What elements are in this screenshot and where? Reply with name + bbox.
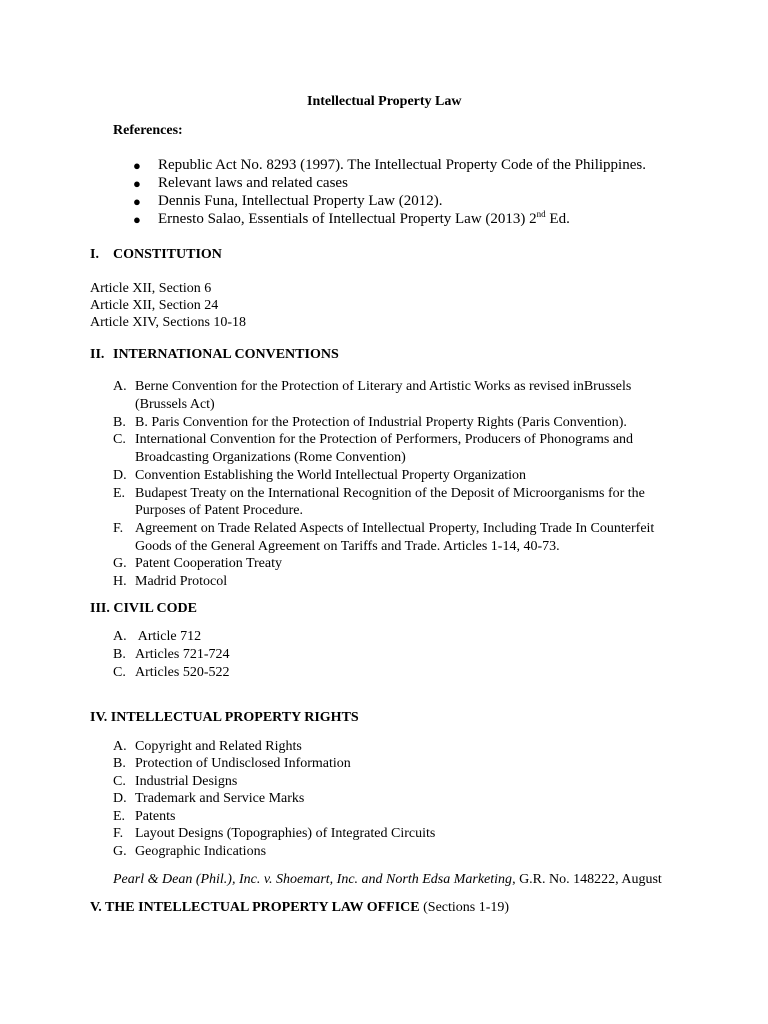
list-letter: D. bbox=[113, 468, 127, 483]
list-letter: B. bbox=[113, 756, 126, 771]
list-item: Patent Cooperation Treaty bbox=[135, 556, 282, 571]
references-heading: References: bbox=[113, 123, 183, 138]
list-item: Copyright and Related Rights bbox=[135, 739, 302, 754]
list-item-continued: Broadcasting Organizations (Rome Convention) bbox=[135, 450, 406, 465]
list-letter: G. bbox=[113, 556, 127, 571]
reference-tail: Ed. bbox=[545, 211, 570, 227]
list-letter: H. bbox=[113, 574, 127, 589]
list-item: Articles 721-724 bbox=[135, 647, 230, 662]
list-item-continued: Purposes of Patent Procedure. bbox=[135, 503, 303, 518]
reference-item bbox=[158, 209, 570, 227]
list-letter: A. bbox=[113, 629, 127, 644]
list-letter: B. bbox=[113, 647, 126, 662]
list-letter: E. bbox=[113, 809, 126, 824]
list-item: Layout Designs (Topographies) of Integrated Circuits bbox=[135, 826, 436, 841]
section-title: INTERNATIONAL CONVENTIONS bbox=[113, 347, 339, 362]
case-citation bbox=[113, 873, 662, 887]
section-number: I. bbox=[90, 247, 99, 262]
list-letter: C. bbox=[113, 774, 126, 789]
list-letter: B. bbox=[113, 415, 126, 430]
list-item: Budapest Treaty on the International Recognition of the Deposit of Microorganisms for the bbox=[135, 486, 645, 501]
bullet-icon: ● bbox=[133, 212, 141, 227]
section-title: III. CIVIL CODE bbox=[90, 601, 197, 616]
list-letter: C. bbox=[113, 432, 126, 447]
list-item: Articles 520-522 bbox=[135, 665, 230, 680]
list-item: Geographic Indications bbox=[135, 844, 267, 859]
list-letter: G. bbox=[113, 844, 127, 859]
list-item-continued: (Brussels Act) bbox=[135, 397, 215, 412]
reference-item: Dennis Funa, Intellectual Property Law (2012). bbox=[158, 193, 443, 209]
list-item: Agreement on Trade Related Aspects of Intellectual Property, Including Trade In Counterfeit bbox=[135, 521, 655, 536]
list-item: B. Paris Convention for the Protection of Industrial Property Rights (Paris Convention). bbox=[135, 415, 627, 430]
section-title: CONSTITUTION bbox=[113, 247, 222, 262]
list-letter: A. bbox=[113, 739, 127, 754]
section-suffix: (Sections 1-19) bbox=[419, 900, 510, 915]
list-letter: D. bbox=[113, 791, 127, 806]
list-letter: F. bbox=[113, 826, 124, 841]
list-letter: F. bbox=[113, 521, 124, 536]
list-item: Industrial Designs bbox=[135, 774, 238, 789]
bullet-icon: ● bbox=[133, 158, 141, 173]
bullet-icon: ● bbox=[133, 194, 141, 209]
list-letter: C. bbox=[113, 665, 126, 680]
reference-text: Ernesto Salao, Essentials of Intellectual Property Law (2013) 2 bbox=[158, 211, 537, 227]
section-number: II. bbox=[90, 347, 105, 362]
constitution-line: Article XII, Section 6 bbox=[90, 281, 212, 296]
list-item: Berne Convention for the Protection of Literary and Artistic Works as revised inBrussels bbox=[135, 379, 632, 394]
reference-item: Relevant laws and related cases bbox=[158, 175, 348, 191]
list-item: Madrid Protocol bbox=[135, 574, 228, 589]
document-title: Intellectual Property Law bbox=[307, 94, 462, 109]
section-title: V. THE INTELLECTUAL PROPERTY LAW OFFICE bbox=[90, 900, 420, 915]
list-letter: A. bbox=[113, 379, 127, 394]
list-item: Trademark and Service Marks bbox=[135, 791, 305, 806]
list-item: International Convention for the Protection of Performers, Producers of Phonograms and bbox=[135, 432, 634, 447]
list-item: Article 712 bbox=[135, 629, 202, 644]
section-title: IV. INTELLECTUAL PROPERTY RIGHTS bbox=[90, 710, 359, 725]
ordinal-suffix: nd bbox=[536, 209, 546, 219]
section-heading bbox=[90, 901, 509, 915]
list-item: Protection of Undisclosed Information bbox=[135, 756, 351, 771]
constitution-line: Article XIV, Sections 10-18 bbox=[90, 315, 247, 330]
reference-item: Republic Act No. 8293 (1997). The Intellectual Property Code of the Philippines. bbox=[158, 157, 646, 173]
case-name: Pearl & Dean (Phil.), Inc. v. Shoemart, Inc. and North Edsa Marketing bbox=[113, 872, 513, 887]
bullet-icon: ● bbox=[133, 176, 141, 191]
list-item: Patents bbox=[135, 809, 176, 824]
case-reference: , G.R. No. 148222, August bbox=[512, 872, 662, 887]
list-item: Convention Establishing the World Intellectual Property Organization bbox=[135, 468, 527, 483]
list-letter: E. bbox=[113, 486, 126, 501]
constitution-line: Article XII, Section 24 bbox=[90, 298, 219, 313]
list-item-continued: Goods of the General Agreement on Tariffs and Trade. Articles 1-14, 40-73. bbox=[135, 539, 560, 554]
